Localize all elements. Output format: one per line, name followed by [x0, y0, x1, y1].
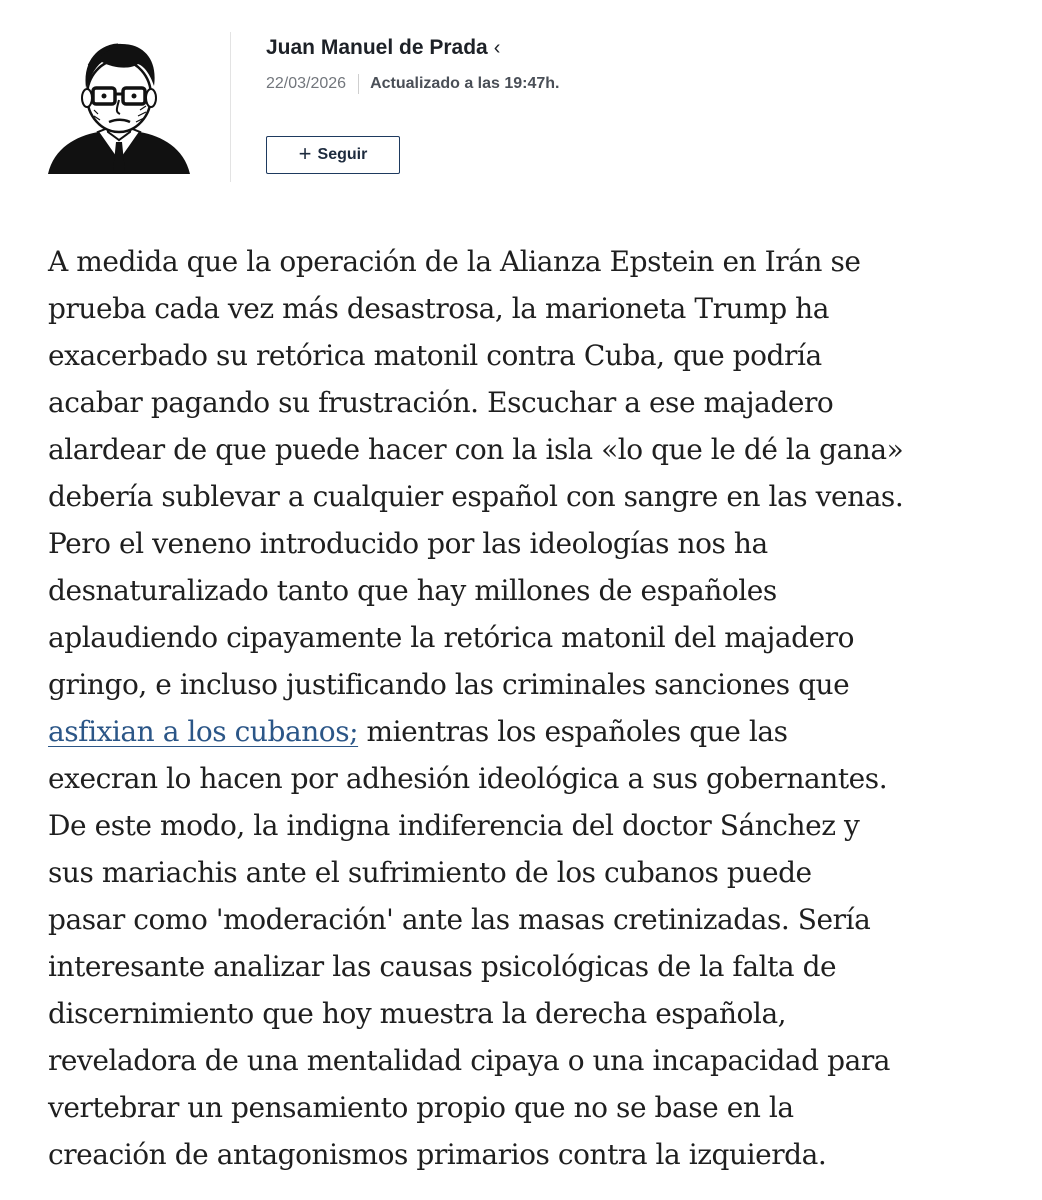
- article-line: sus mariachis ante el sufrimiento de los cubanos puede: [48, 856, 812, 889]
- article-line: debería sublevar a cualquier español con sangre en las venas.: [48, 480, 904, 513]
- article-line: creación de antagonismos primarios contra la izquierda.: [48, 1138, 827, 1171]
- article-line-with-link: [48, 708, 1018, 755]
- article-line: alardear de que puede hacer con la isla «lo que le dé la gana»: [48, 433, 904, 466]
- article-line: execran lo hacen por adhesión ideológica a sus gobernantes.: [48, 762, 888, 795]
- header-divider: [230, 32, 231, 182]
- meta-separator: [358, 74, 359, 94]
- cubans-link[interactable]: asfixian a los cubanos;: [48, 715, 359, 748]
- article-meta: [266, 74, 559, 94]
- article-line: interesante analizar las causas psicológicas de la falta de: [48, 950, 837, 983]
- article-line: De este modo, la indigna indiferencia del doctor Sánchez y: [48, 809, 860, 842]
- article-line: discernimiento que hoy muestra la derecha española,: [48, 997, 787, 1030]
- follow-button[interactable]: [266, 136, 400, 174]
- article-line: pasar como 'moderación' ante las masas cretinizadas. Sería: [48, 903, 871, 936]
- article-body: [48, 238, 1018, 1178]
- article-line: desnaturalizado tanto que hay millones de españoles: [48, 574, 777, 607]
- follow-button-label: Seguir: [317, 146, 368, 163]
- article-line: vertebrar un pensamiento propio que no se base en la: [48, 1091, 794, 1124]
- updated-time: Actualizado a las 19:47h.: [370, 75, 560, 92]
- plus-icon: +: [298, 141, 312, 166]
- publish-date: 22/03/2026: [266, 75, 347, 92]
- article-line: gringo, e incluso justificando las criminales sanciones que: [48, 668, 850, 701]
- author-name[interactable]: Juan Manuel de Prada: [266, 36, 488, 59]
- article-line: aplaudiendo cipayamente la retórica matonil del majadero: [48, 621, 855, 654]
- author-avatar[interactable]: [46, 36, 192, 174]
- article-line: prueba cada vez más desastrosa, la marioneta Trump ha: [48, 292, 829, 325]
- article-line: acabar pagando su frustración. Escuchar a ese majadero: [48, 386, 834, 419]
- article-line: Pero el veneno introducido por las ideologías nos ha: [48, 527, 768, 560]
- article-line: reveladora de una mentalidad cipaya o una incapacidad para: [48, 1044, 890, 1077]
- chevron-left-icon[interactable]: ‹: [493, 36, 501, 59]
- article-line-tail: mientras los españoles que las: [358, 715, 788, 748]
- article-line: exacerbado su retórica matonil contra Cuba, que podría: [48, 339, 822, 372]
- author-byline[interactable]: [266, 36, 500, 60]
- article-line: A medida que la operación de la Alianza Epstein en Irán se: [48, 245, 861, 278]
- author-caricature-icon: [46, 36, 192, 174]
